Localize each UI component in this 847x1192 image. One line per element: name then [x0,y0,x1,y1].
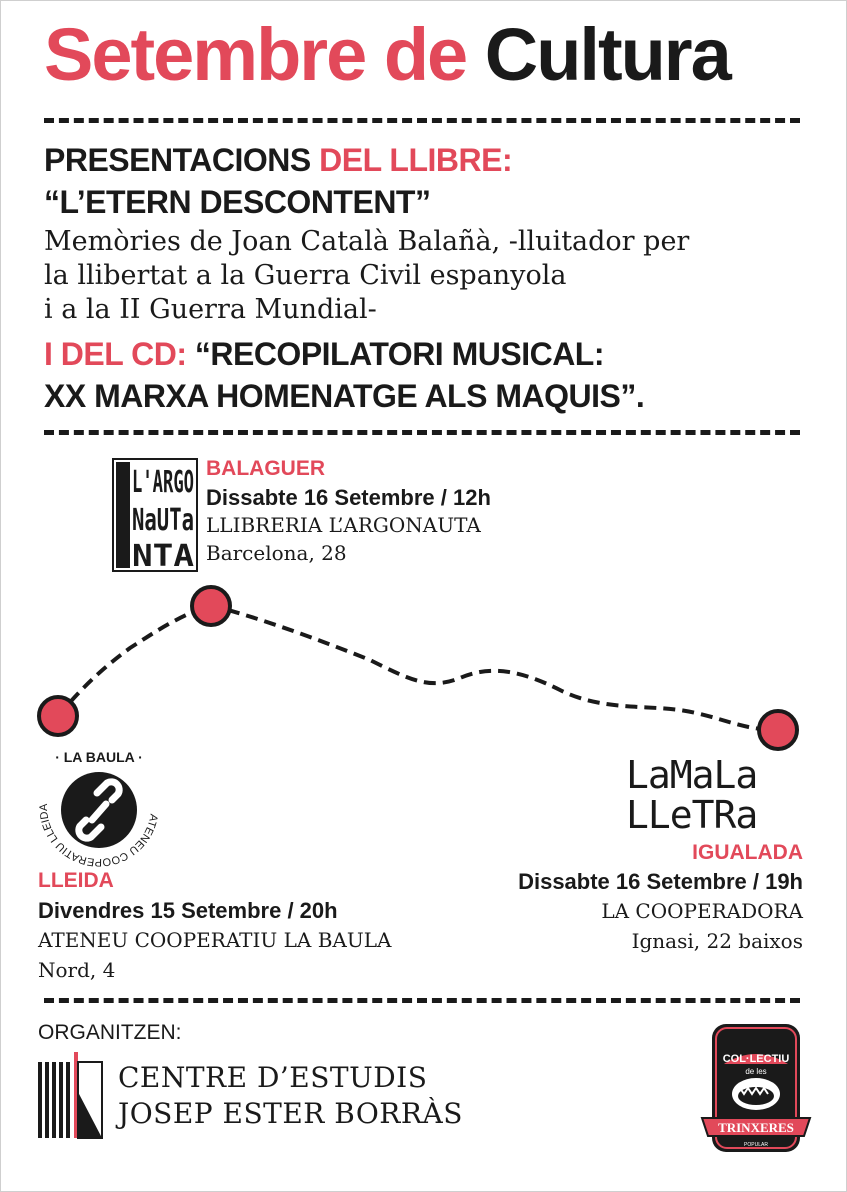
labaula-top-text: · LA BAULA · [55,749,143,765]
trinxeres-logo [700,1020,812,1156]
subtitle-line-3: i a la II Guerra Mundial- [44,294,377,325]
presentation-heading-red: DEL LLIBRE: [319,142,513,178]
lleida-address: Nord, 4 [38,958,116,982]
subtitle-line-2: la llibertat a la Guerra Civil espanyola [44,260,567,291]
balaguer-date: Dissabte 16 Setembre / 12h [206,485,491,510]
balaguer-address: Barcelona, 28 [206,541,347,565]
organizers-label: ORGANITZEN: [38,1021,182,1044]
lamala-line2: LLeTRa [626,793,758,837]
trinxeres-bottom: TRINXERES [718,1120,794,1135]
cd-heading-red: I DEL CD: [44,336,187,372]
lleida-city: LLEIDA [38,869,114,892]
balaguer-city: BALAGUER [206,457,325,480]
title-part2: Cultura [484,13,730,96]
cd-title-line2: XX MARXA HOMENATGE ALS MAQUIS”. [44,378,645,414]
centre-name-line1: CENTRE D’ESTUDIS [118,1061,428,1094]
cd-heading-black: “RECOPILATORI MUSICAL: [194,336,604,372]
route-path [58,605,778,730]
trinxeres-tiny: POPULAR [744,1142,768,1148]
argonauta-row-1: L'ARGO [132,465,194,500]
balaguer-venue: LLIBRERIA L’ARGONAUTA [206,513,481,537]
centre-name-line2: JOSEP ESTER BORRÀS [118,1097,463,1130]
title-part1: Setembre de [44,13,467,96]
marker-lleida [39,697,77,735]
argonauta-row-3: NTA [132,539,194,574]
igualada-venue: LA COOPERADORA [601,899,803,923]
trinxeres-small: de les [745,1067,767,1076]
igualada-date: Dissabte 16 Setembre / 19h [518,869,803,894]
event-igualada [518,842,803,951]
subtitle-line-1: Memòries de Joan Català Balañà, -lluitador per [44,226,690,257]
divider-bottom [44,998,800,1003]
lamala-logo [626,753,758,837]
presentation-heading-black: PRESENTACIONS [44,142,311,178]
labaula-ring-text: ATENEU COOPERATIU LLEIDA [37,803,160,869]
book-title: “L’ETERN DESCONTENT” [44,184,431,220]
lleida-date: Divendres 15 Setembre / 20h [38,898,338,923]
marker-igualada [759,711,797,749]
centre-name [118,1061,463,1130]
igualada-address: Ignasi, 22 baixos [631,929,803,953]
centre-estudis-logo [38,1052,104,1138]
trinxeres-top: COL·LECTIU [722,1053,790,1065]
igualada-city: IGUALADA [692,841,803,864]
marker-balaguer [192,587,230,625]
lamala-line1: LaMaLa [626,753,758,797]
argonauta-row-2: NaUTa [132,503,194,538]
lleida-venue: ATENEU COOPERATIU LA BAULA [38,928,392,952]
labaula-logo [34,742,164,872]
event-lleida [38,870,391,980]
